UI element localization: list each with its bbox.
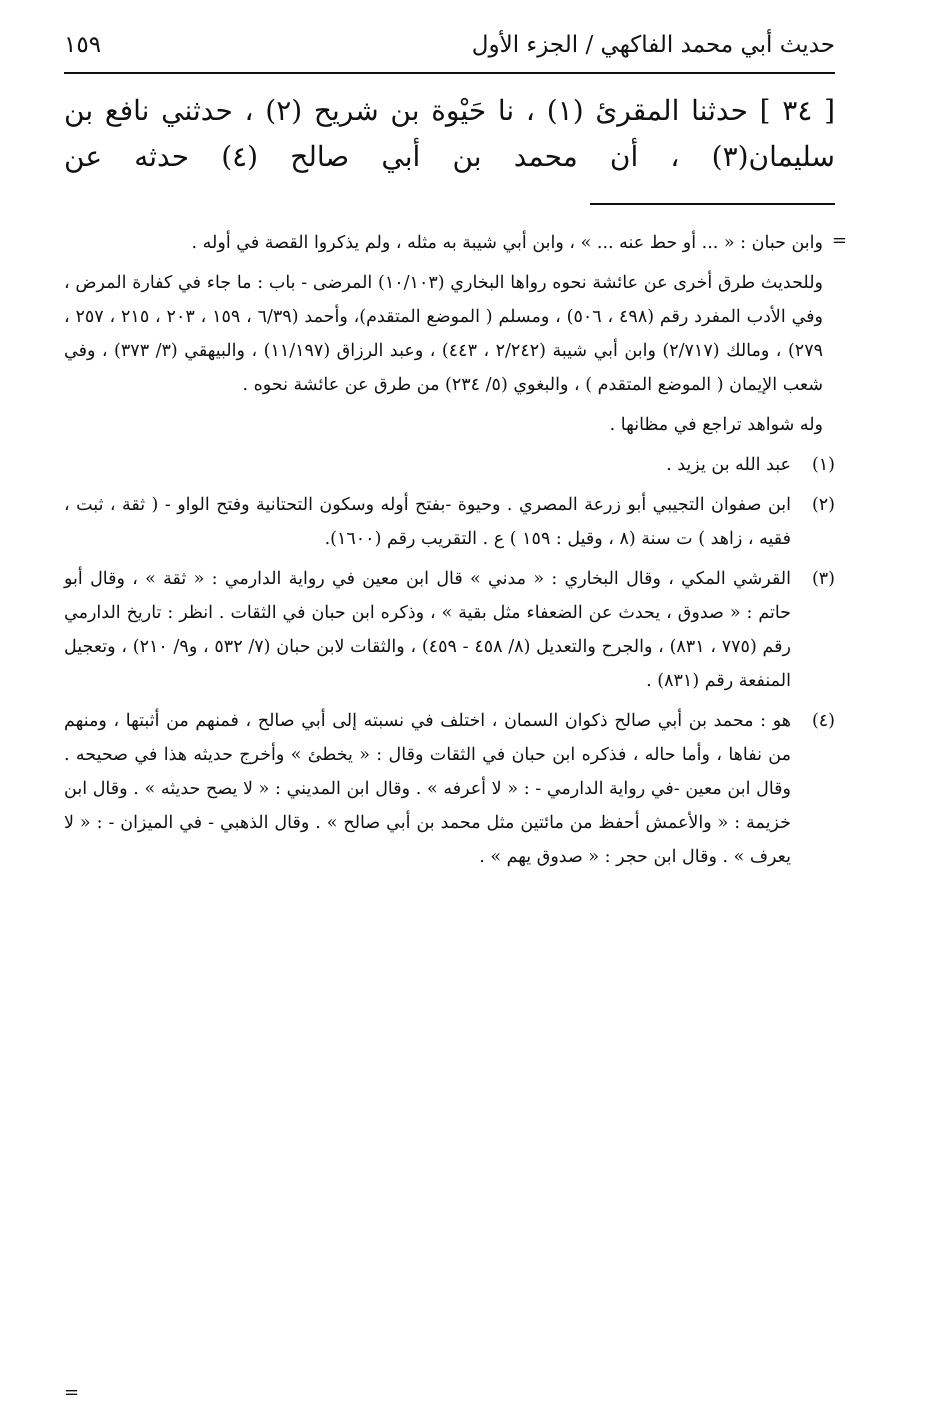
footnote-number: (٣) — [811, 569, 835, 589]
footnote-1 — [64, 448, 835, 482]
footnote-number: (٢) — [811, 495, 835, 515]
hadith-line-1: [ ٣٤ ] حدثنا المقرئ (١) ، نا حَيْوة بن شريح (٢) ، حدثني نافع بن — [64, 94, 836, 127]
page-number: ١٥٩ — [64, 32, 102, 58]
footnote-text: عبد الله بن يزيد . — [666, 455, 791, 475]
footnote-text: ابن صفوان التجيبي أبو زرعة المصري . وحيوة -بفتح أوله وسكون التحتانية وفتح الواو - ( ثقة ، ثبت ، فقيه ، زاهد ) ت سنة (٨ ، وقيل : ١٥٩ ) ع . التقريب رقم (١٦٠٠). — [64, 495, 791, 549]
running-header — [64, 28, 835, 74]
footnote-3 — [64, 562, 835, 698]
footnote-text: القرشي المكي ، وقال البخاري : « مدني » قال ابن معين في رواية الدارمي : « ثقة » ، وقال أبو حاتم : « صدوق ، يحدث عن الضعفاء مثل بقية » ، وذكره ابن حبان في الثقات . انظر : تاريخ الدارمي رقم (٧٧٥ ، ٨٣١) ، والجرح والتعديل (٨/ ٤٥٨ - ٤٥٩) ، والثقات لابن حبان (٧/ ٥٣٢ ، و٩/ ٢١٠) ، وتعجيل المنفعة رقم (٨٣١) . — [64, 569, 791, 691]
header-title: حديث أبي محمد الفاكهي / الجزء الأول — [471, 32, 835, 58]
footnotes-area — [64, 226, 847, 1403]
footnote-number: (٤) — [811, 711, 835, 731]
hadith-line-2: سليمان(٣) ، أن محمد بن أبي صالح (٤) حدثه عن — [64, 140, 835, 173]
footnote-divider — [590, 203, 835, 205]
page-end-marker: = — [64, 1382, 80, 1403]
footnote-text: هو : محمد بن أبي صالح ذكوان السمان ، اختلف في نسبته إلى أبي صالح ، فمنهم من أثبتها ، ومنهم من نفاها ، وأما حاله ، فذكره ابن حبان في الثقات وقال : « يخطئ » وأخرج حديثه هذا في صحيحه . وقال ابن معين -في رواية الدارمي - : « لا أعرفه » . وقال ابن المديني : « لا يصح حديثه » . وقال ابن خزيمة : « والأعمش أحفظ من مائتين مثل محمد بن أبي صالح » . وقال الذهبي - في الميزان - : « لا يعرف » . وقال ابن حجر : « صدوق يهم » . — [64, 711, 791, 867]
footnote-2 — [64, 488, 835, 556]
footnote-number: (١) — [811, 455, 835, 475]
continuation-marker: = — [831, 230, 847, 251]
hadith-text — [64, 88, 835, 180]
footnote-4 — [64, 704, 835, 874]
continued-note-paragraph: وابن حبان : « ... أو حط عنه ... » ، وابن أبي شيبة به مثله ، ولم يذكروا القصة في أوله . — [191, 233, 823, 253]
continued-note-paragraph: وله شواهد تراجع في مظانها . — [609, 415, 823, 435]
continued-note-paragraph: وللحديث طرق أخرى عن عائشة نحوه رواها البخاري (١٠/١٠٣) المرضى - باب : ما جاء في كفارة المرض ، وفي الأدب المفرد رقم (٤٩٨ ، ٥٠٦) ، ومسلم ( الموضع المتقدم)، وأحمد (٦/٣٩ ، ١٥٩ ، ٢٠٣ ، ٢١٥ ، ٢٥٧ ، ٢٧٩) ، ومالك (٢/٧١٧) وابن أبي شيبة (٢/٢٤٢ ، ٤٤٣) ، وعبد الرزاق (١١/١٩٧) ، والبيهقي (٣/ ٣٧٣) ، وفي شعب الإيمان ( الموضع المتقدم ) ، والبغوي (٥/ ٢٣٤) من طرق عن عائشة نحوه . — [64, 273, 823, 395]
